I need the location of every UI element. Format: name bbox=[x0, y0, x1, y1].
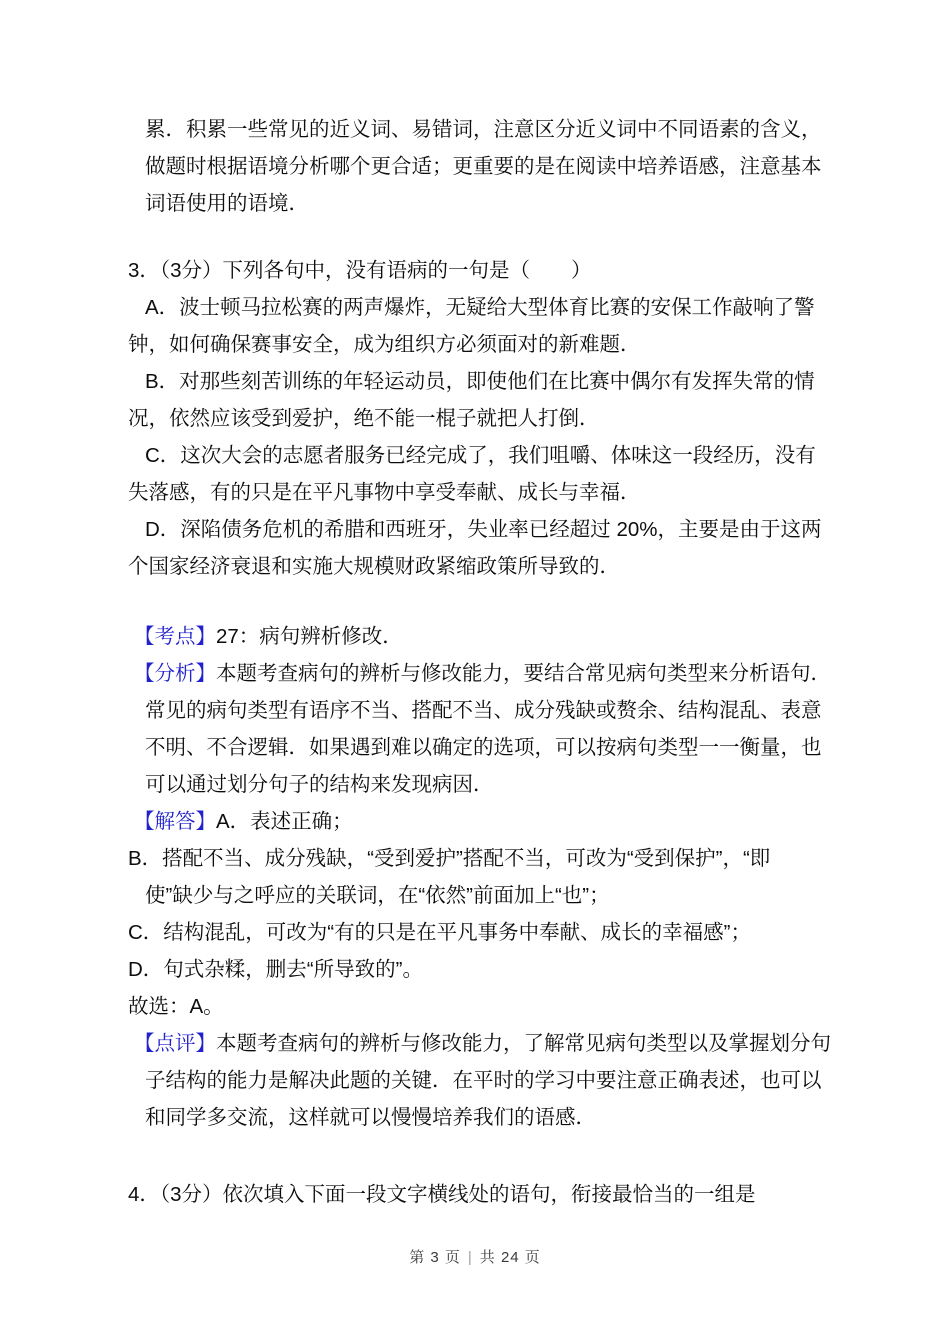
section-label: 【点评】 bbox=[134, 1032, 216, 1055]
line-text: 3．（3分）下列各句中，没有语病的一句是（ ） bbox=[128, 259, 592, 282]
line-text: 本题考查病句的辨析与修改能力，了解常见病句类型以及掌握划分句 bbox=[216, 1032, 831, 1055]
page-footer bbox=[0, 1246, 950, 1267]
text-line bbox=[128, 326, 860, 363]
text-line bbox=[145, 1062, 860, 1099]
text-line bbox=[145, 148, 860, 185]
line-text: 个国家经济衰退和实施大规模财政紧缩政策所导致的． bbox=[128, 555, 620, 578]
footer-page-number: 第 3 页 bbox=[409, 1249, 461, 1266]
text-line bbox=[145, 877, 860, 914]
text-line bbox=[128, 840, 860, 877]
section-label: 【考点】 bbox=[134, 625, 216, 648]
text-line bbox=[145, 729, 860, 766]
text-line bbox=[145, 437, 860, 474]
line-text: 可以通过划分句子的结构来发现病因． bbox=[145, 773, 494, 796]
line-text: A．波士顿马拉松赛的两声爆炸，无疑给大型体育比赛的安保工作敲响了警 bbox=[145, 296, 815, 319]
line-text: 本题考查病句的辨析与修改能力，要结合常见病句类型来分析语句． bbox=[216, 662, 831, 685]
text-line bbox=[145, 363, 860, 400]
labeled-text-line bbox=[134, 1025, 860, 1062]
text-line bbox=[145, 692, 860, 729]
line-text: 27：病句辨析修改． bbox=[216, 625, 403, 648]
line-text: 钟，如何确保赛事安全，成为组织方必须面对的新难题． bbox=[128, 333, 641, 356]
line-text: 故选：A。 bbox=[128, 995, 224, 1018]
text-line bbox=[128, 400, 860, 437]
line-text: 和同学多交流，这样就可以慢慢培养我们的语感． bbox=[145, 1106, 596, 1129]
line-text: 使”缺少与之呼应的关联词，在“依然”前面加上“也”； bbox=[145, 884, 610, 907]
line-text: D．句式杂糅，删去“所导致的”。 bbox=[128, 958, 423, 981]
line-text: B．搭配不当、成分残缺，“受到爱护”搭配不当，可改为“受到保护”，“即 bbox=[128, 847, 771, 870]
text-line bbox=[128, 951, 860, 988]
line-text: 不明、不合逻辑．如果遇到难以确定的选项，可以按病句类型一一衡量，也 bbox=[145, 736, 822, 759]
text-line bbox=[145, 511, 860, 548]
section-label: 【分析】 bbox=[134, 662, 216, 685]
footer-total-pages: 共 24 页 bbox=[479, 1249, 541, 1266]
line-text: B．对那些刻苦训练的年轻运动员，即使他们在比赛中偶尔有发挥失常的情 bbox=[145, 370, 815, 393]
text-line bbox=[145, 1099, 860, 1136]
line-text: 子结构的能力是解决此题的关键．在平时的学习中要注意正确表述，也可以 bbox=[145, 1069, 822, 1092]
line-text: C．这次大会的志愿者服务已经完成了，我们咀嚼、体味这一段经历，没有 bbox=[145, 444, 816, 467]
line-text: 4．（3分）依次填入下面一段文字横线处的语句，衔接最恰当的一组是 bbox=[128, 1183, 756, 1206]
text-line bbox=[145, 766, 860, 803]
labeled-text-line bbox=[134, 618, 860, 655]
line-text: A．表述正确； bbox=[216, 810, 353, 833]
line-text: 词语使用的语境． bbox=[145, 192, 309, 215]
text-line bbox=[128, 914, 860, 951]
section-label: 【解答】 bbox=[134, 810, 216, 833]
line-text: 做题时根据语境分析哪个更合适；更重要的是在阅读中培养语感，注意基本 bbox=[145, 155, 822, 178]
line-text: 累．积累一些常见的近义词、易错词，注意区分近义词中不同语素的含义， bbox=[145, 118, 822, 141]
line-text: 况，依然应该受到爱护，绝不能一棍子就把人打倒． bbox=[128, 407, 600, 430]
text-line bbox=[145, 111, 860, 148]
text-line bbox=[128, 252, 860, 289]
line-text: D．深陷债务危机的希腊和西班牙，失业率已经超过 20%，主要是由于这两 bbox=[145, 518, 822, 541]
text-line bbox=[145, 289, 860, 326]
line-text: 失落感，有的只是在平凡事物中享受奉献、成长与幸福． bbox=[128, 481, 641, 504]
text-line bbox=[128, 548, 860, 585]
text-line bbox=[128, 1176, 860, 1213]
text-line bbox=[128, 988, 860, 1025]
labeled-text-line bbox=[134, 803, 860, 840]
footer-separator: | bbox=[467, 1249, 473, 1266]
line-text: C．结构混乱，可改为“有的只是在平凡事务中奉献、成长的幸福感”； bbox=[128, 921, 751, 944]
line-text: 常见的病句类型有语序不当、搭配不当、成分残缺或赘余、结构混乱、表意 bbox=[145, 699, 822, 722]
labeled-text-line bbox=[134, 655, 860, 692]
text-line bbox=[128, 474, 860, 511]
text-line bbox=[145, 185, 860, 222]
document-body bbox=[128, 111, 860, 1213]
